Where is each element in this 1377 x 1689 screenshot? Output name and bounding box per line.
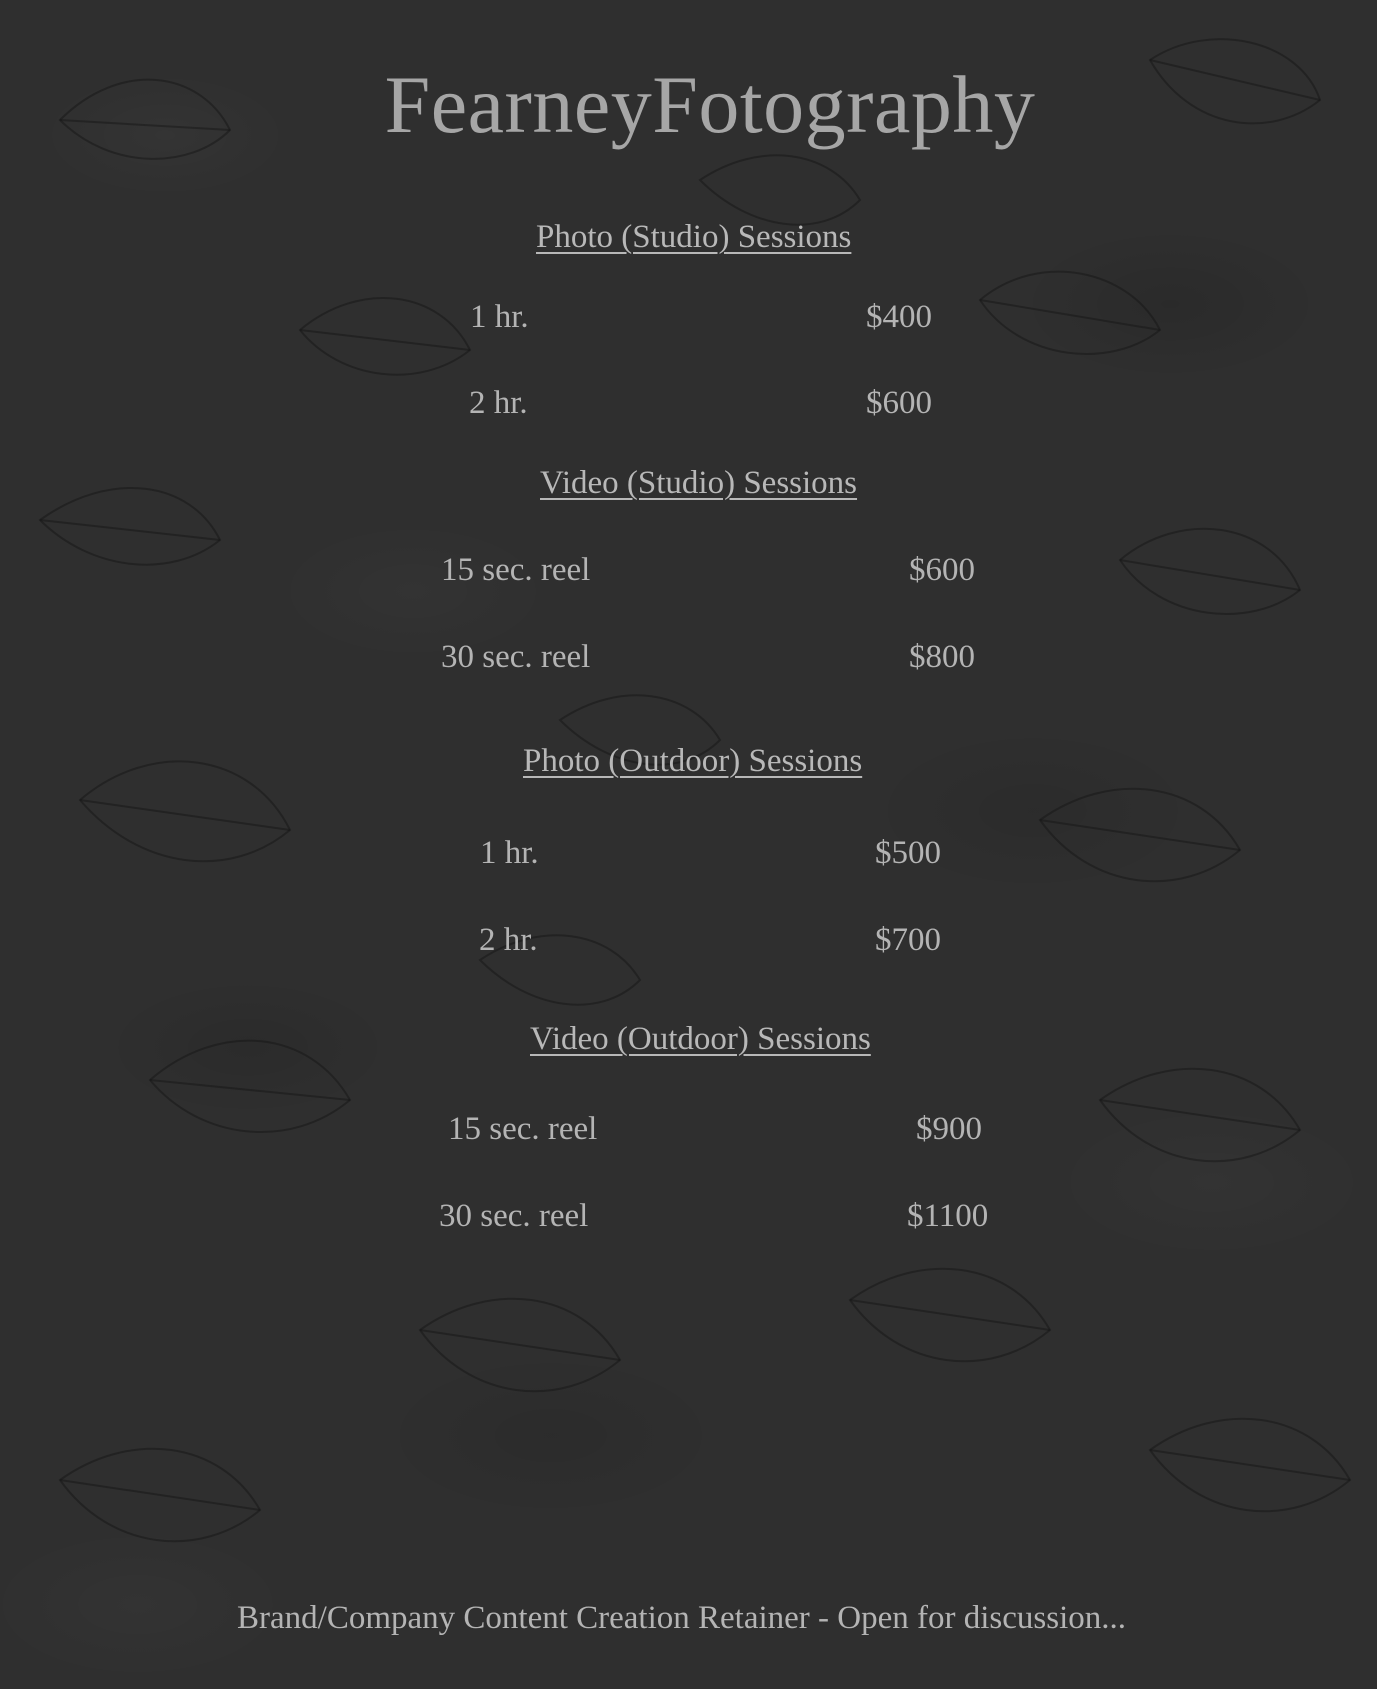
item-label: 15 sec. reel bbox=[441, 552, 591, 588]
item-label: 1 hr. bbox=[470, 299, 529, 335]
section-heading-video-studio: Video (Studio) Sessions bbox=[540, 465, 858, 501]
section-heading-photo-studio: Photo (Studio) Sessions bbox=[536, 219, 852, 255]
item-price: $500 bbox=[875, 835, 941, 871]
page-title: FearneyFotography bbox=[384, 59, 1036, 150]
item-price: $800 bbox=[909, 639, 975, 675]
section-heading-video-outdoor: Video (Outdoor) Sessions bbox=[530, 1021, 871, 1057]
item-label: 2 hr. bbox=[479, 922, 538, 958]
item-price: $400 bbox=[866, 299, 932, 335]
item-price: $900 bbox=[916, 1111, 982, 1147]
item-price: $700 bbox=[875, 922, 941, 958]
item-label: 30 sec. reel bbox=[439, 1198, 589, 1234]
item-price: $1100 bbox=[907, 1198, 989, 1234]
section-heading-photo-outdoor: Photo (Outdoor) Sessions bbox=[523, 743, 863, 779]
item-label: 1 hr. bbox=[480, 835, 539, 871]
item-label: 15 sec. reel bbox=[448, 1111, 598, 1147]
retainer-note: Brand/Company Content Creation Retainer - Open for discussion... bbox=[237, 1600, 1127, 1636]
item-label: 30 sec. reel bbox=[441, 639, 591, 675]
item-price: $600 bbox=[866, 385, 932, 421]
item-price: $600 bbox=[909, 552, 975, 588]
item-label: 2 hr. bbox=[469, 385, 528, 421]
